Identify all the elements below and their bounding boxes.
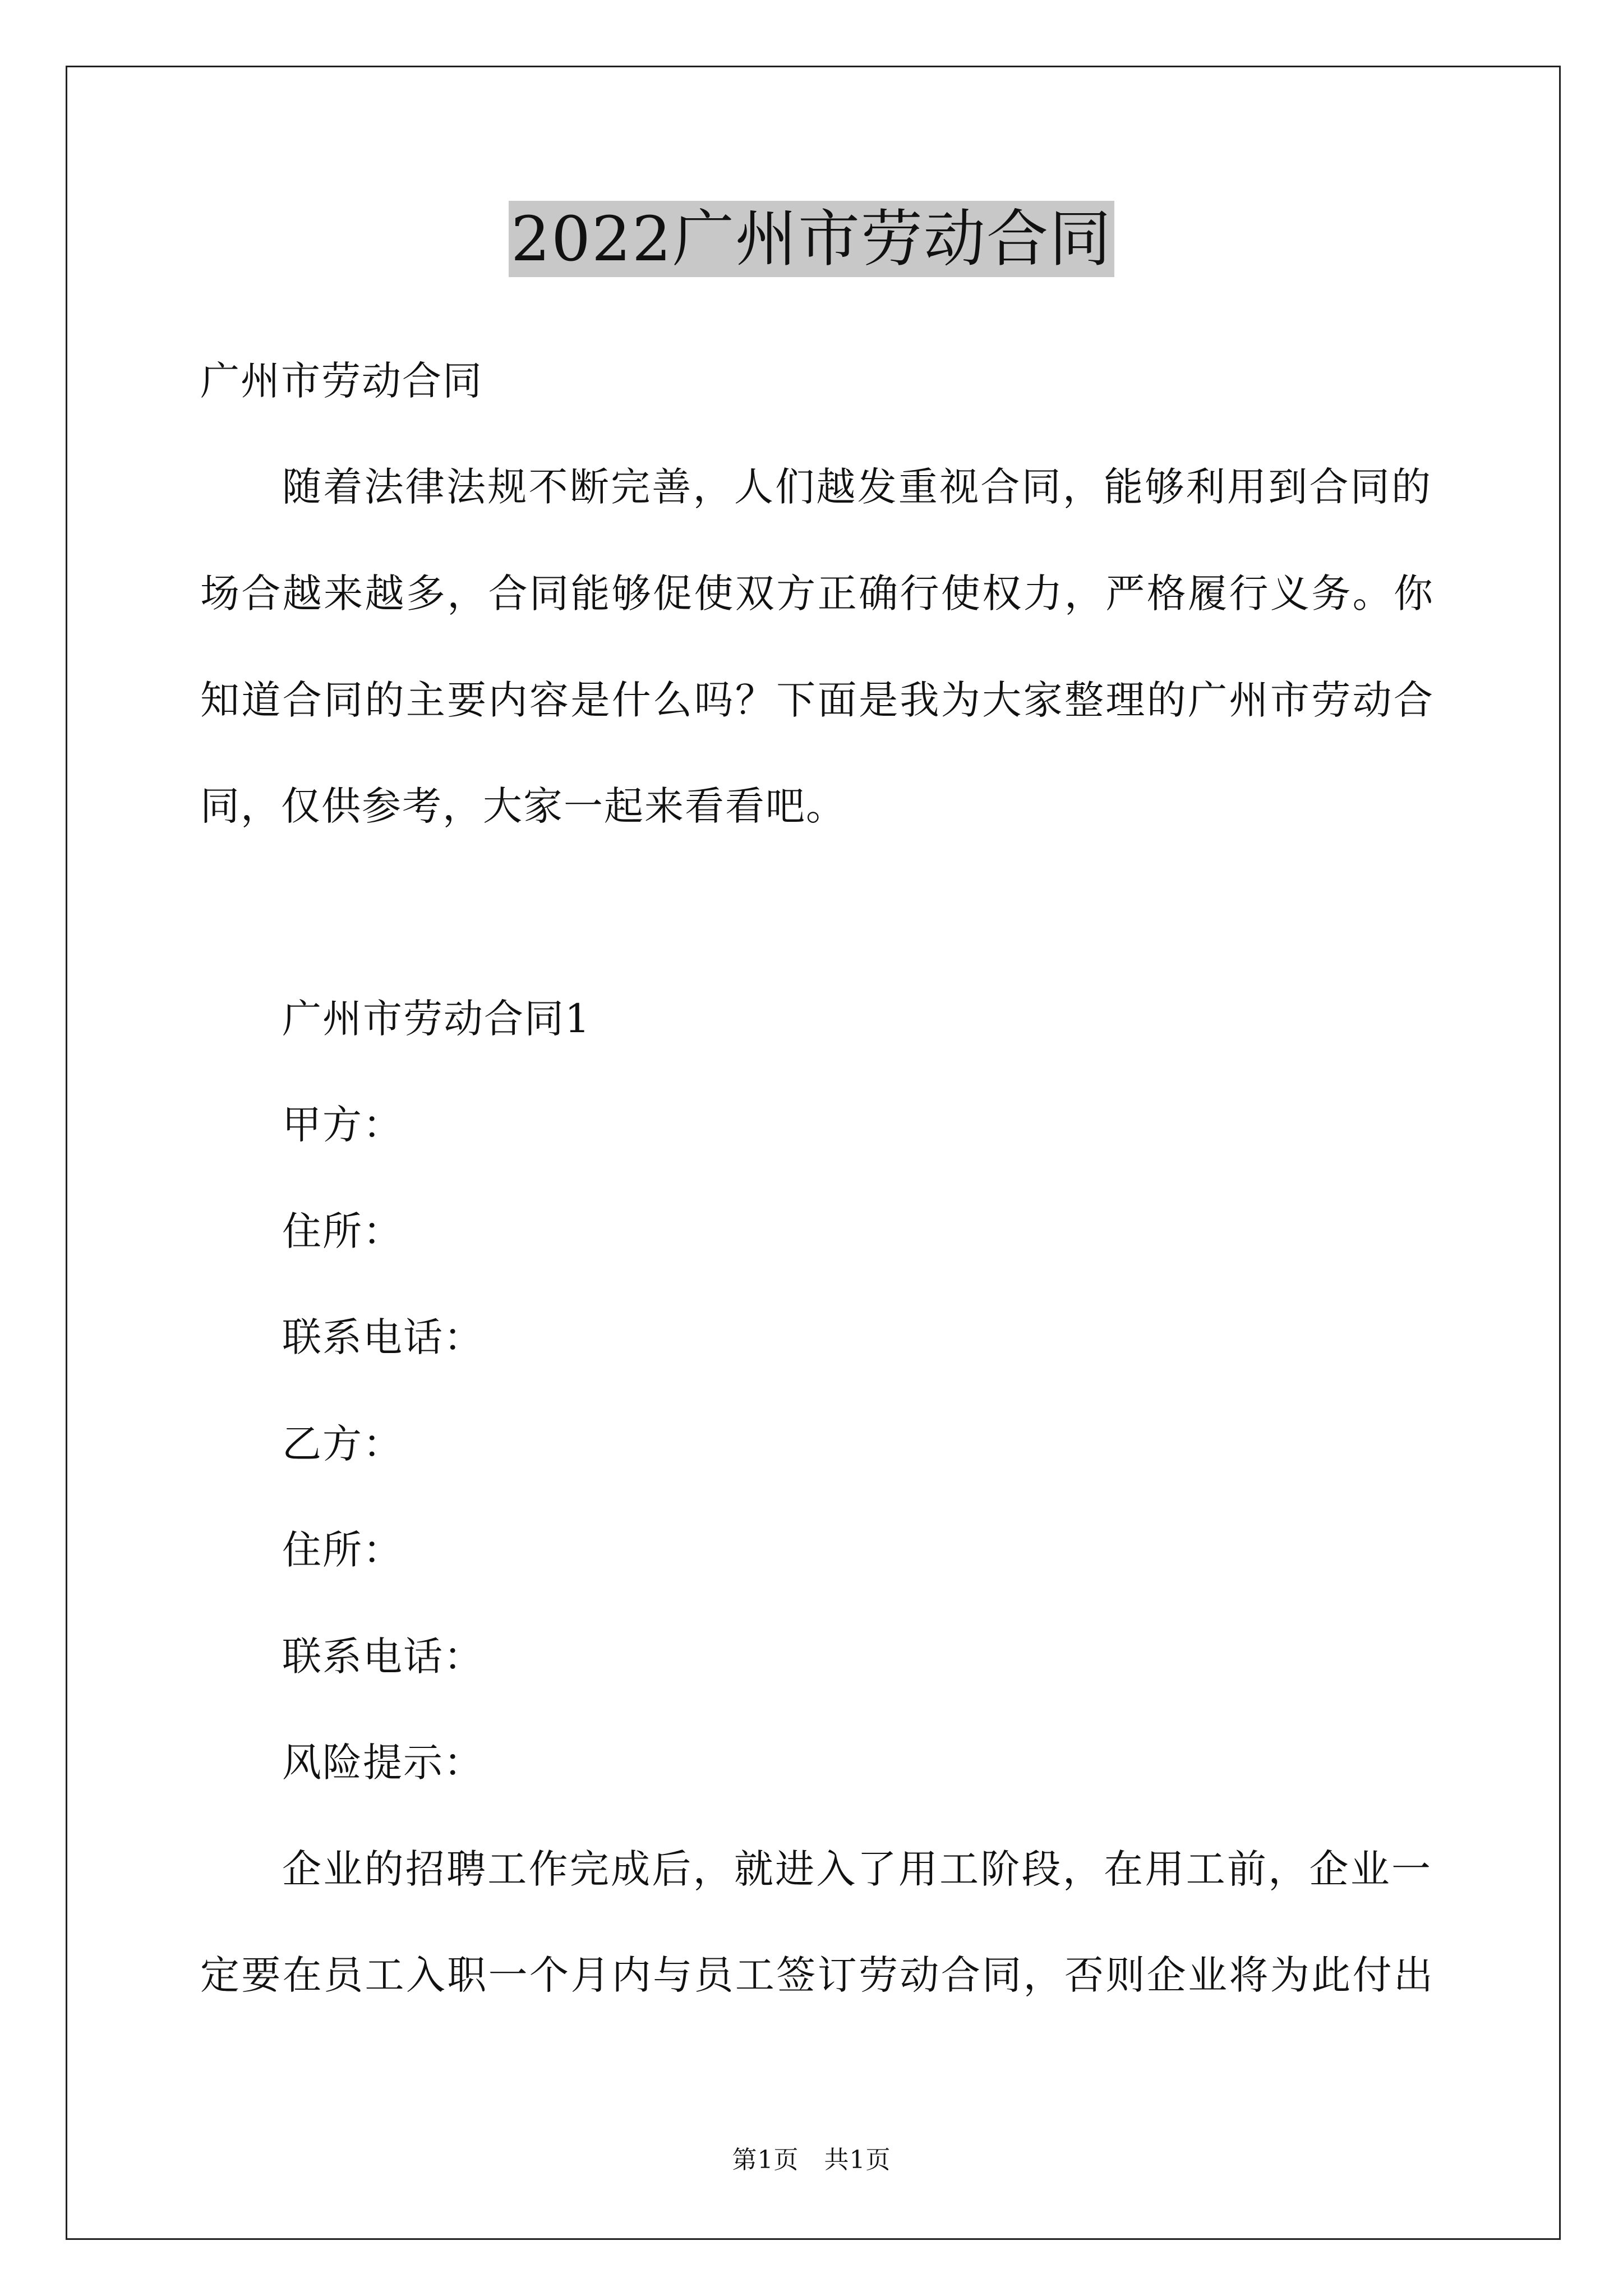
risk-line-1: 企业的招聘工作完成后，就进入了用工阶段，在用工前，企业一 [282,1846,1432,1892]
section-heading: 广州市劳动合同1 [282,996,591,1042]
intro-line-1: 随着法律法规不断完善，人们越发重视合同，能够利用到合同的 [282,464,1432,510]
field-risk-notice: 风险提示： [282,1740,484,1786]
field-phone-b: 联系电话： [282,1634,484,1680]
title-container [0,201,1623,277]
field-address-b: 住所： [282,1527,403,1573]
intro-line-3: 知道合同的主要内容是什么吗？下面是我为大家整理的广州市劳动合 [200,677,1434,723]
risk-line-2: 定要在员工入职一个月内与员工签订劳动合同，否则企业将为此付出 [200,1952,1434,1998]
document-title: 2022广州市劳动合同 [509,201,1114,277]
intro-line-4: 同，仅供参考，大家一起来看看吧。 [200,783,846,829]
page-number: 第1页 共1页 [732,2146,891,2174]
field-party-a: 甲方： [282,1102,403,1148]
document-subtitle: 广州市劳动合同 [200,358,483,404]
field-party-b: 乙方： [282,1421,403,1467]
intro-line-2: 场合越来越多，合同能够促使双方正确行使权力，严格履行义务。你 [200,570,1434,616]
field-phone-a: 联系电话： [282,1314,484,1360]
field-address-a: 住所： [282,1208,403,1254]
